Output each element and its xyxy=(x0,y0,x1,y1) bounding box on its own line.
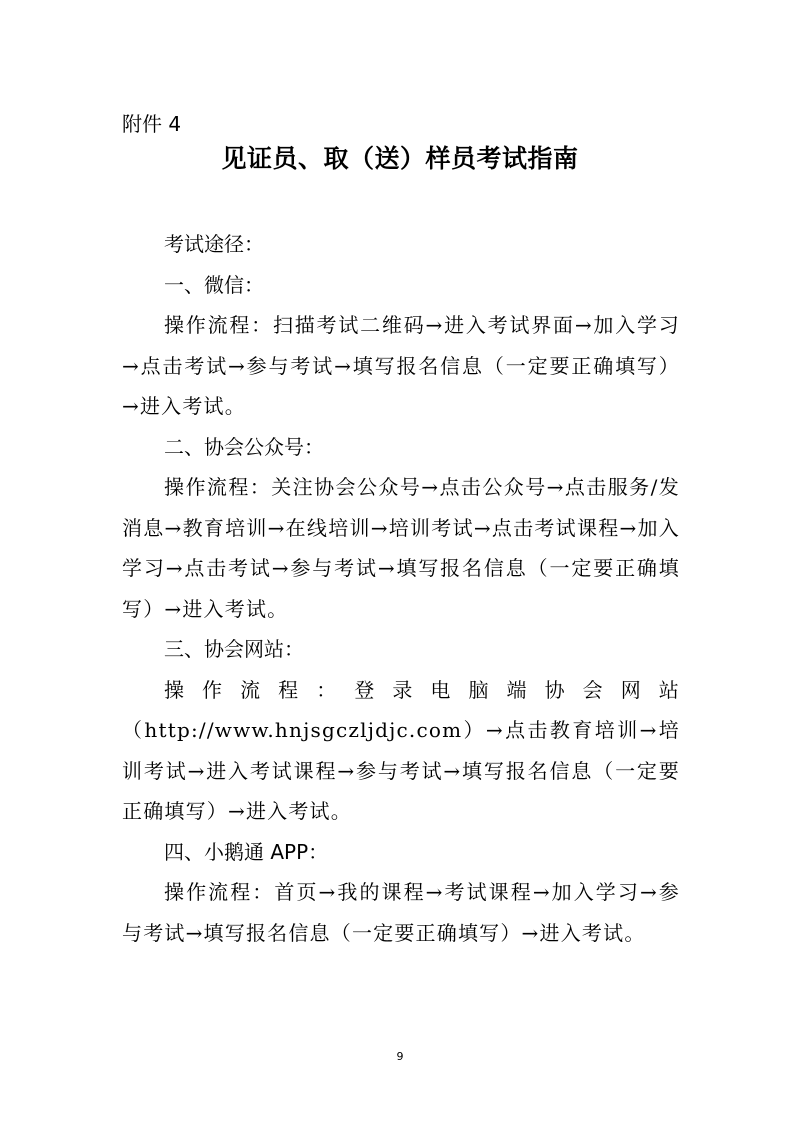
section-2-body: 操作流程：关注协会公众号→点击公众号→点击服务/发消息→教育培训→在线培训→培训考试→点击考试课程→加入学习→点击考试→参与考试→填写报名信息（一定要正确填写）→进入考试。 xyxy=(122,475,680,621)
document-title: 见证员、取（送）样员考试指南 xyxy=(221,144,579,173)
page-number: 9 xyxy=(396,1050,404,1063)
section-3-heading: 三、协会网站： xyxy=(164,637,304,661)
section-2-heading: 二、协会公众号： xyxy=(164,434,324,459)
intro-line: 考试途径： xyxy=(164,232,264,256)
attachment-label: 附件 4 xyxy=(122,112,182,136)
section-3-body-line1: 操作流程：登录电脑端协会网站 xyxy=(164,677,680,702)
section-3-body-rest: （http://www.hnjsgczljdjc.com）→点击教育培训→培训考试→进入考试课程→参与考试→填写报名信息（一定要正确填写）→进入考试。 xyxy=(122,718,680,823)
section-4-body: 操作流程：首页→我的课程→考试课程→加入学习→参与考试→填写报名信息（一定要正确填写）→进入考试。 xyxy=(122,880,680,945)
document-body xyxy=(122,224,680,953)
section-4-heading: 四、小鹅通 APP： xyxy=(164,839,329,864)
section-1-heading: 一、微信： xyxy=(164,272,264,297)
section-1-body: 操作流程：扫描考试二维码→进入考试界面→加入学习→点击考试→参与考试→填写报名信息（一定要正确填写）→进入考试。 xyxy=(122,313,680,418)
